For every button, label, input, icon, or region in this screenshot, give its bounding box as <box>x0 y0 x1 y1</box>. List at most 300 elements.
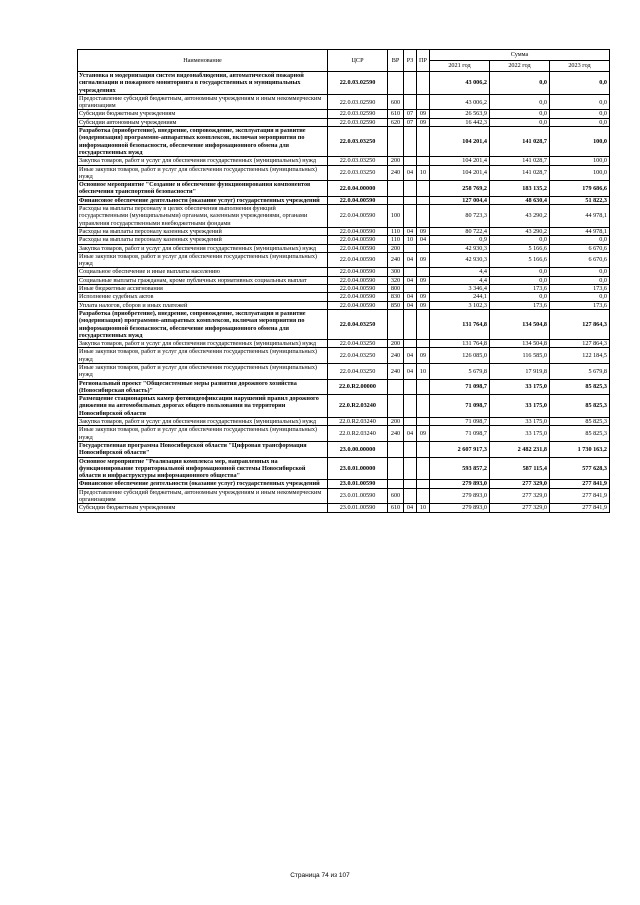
cell-name: Закупка товаров, работ и услуг для обеспечения государственных (муниципальных) нужд <box>78 157 328 165</box>
cell-y1: 3 346,4 <box>430 285 490 293</box>
cell-csr: 23.0.01.00590 <box>328 480 388 488</box>
cell-vr: 240 <box>388 252 404 268</box>
cell-y2: 134 504,8 <box>490 340 550 348</box>
table-row <box>78 127 610 157</box>
table-body <box>78 72 610 513</box>
cell-csr: 22.0.04.00590 <box>328 301 388 309</box>
cell-y1: 71 098,7 <box>430 395 490 418</box>
table-row <box>78 457 610 480</box>
cell-y2: 17 919,8 <box>490 363 550 379</box>
cell-y1: 42 930,3 <box>430 252 490 268</box>
cell-csr: 22.0.04.03250 <box>328 309 388 339</box>
cell-rz <box>404 94 417 110</box>
cell-vr: 320 <box>388 276 404 284</box>
cell-y2: 141 028,7 <box>490 165 550 181</box>
header-year-2022: 2022 год <box>490 61 550 72</box>
cell-y2: 33 175,0 <box>490 395 550 418</box>
cell-name: Расходы на выплаты персоналу в целях обеспечения выполнения функций государственными (муниципальными) органами, казенными учреждениями, органами управления государственными внебюджетными фондами <box>78 205 328 228</box>
cell-pr <box>417 181 430 197</box>
header-vr: ВР <box>388 50 404 72</box>
cell-rz <box>404 127 417 157</box>
cell-csr: 22.0.04.03250 <box>328 363 388 379</box>
cell-name: Социальные выплаты гражданам, кроме публичных нормативных социальных выплат <box>78 276 328 284</box>
cell-csr: 22.0.04.00590 <box>328 227 388 235</box>
cell-rz <box>404 395 417 418</box>
page-footer: Страница 74 из 107 <box>290 872 350 879</box>
cell-vr: 610 <box>388 504 404 512</box>
table-row <box>78 379 610 395</box>
cell-y3: 85 825,3 <box>550 418 610 426</box>
cell-pr: 04 <box>417 236 430 244</box>
table-row <box>78 480 610 488</box>
cell-csr: 22.0.R2.03240 <box>328 395 388 418</box>
cell-rz: 07 <box>404 110 417 118</box>
cell-y2: 277 329,0 <box>490 488 550 504</box>
cell-y3: 85 825,3 <box>550 379 610 395</box>
cell-rz <box>404 457 417 480</box>
cell-csr: 22.0.03.03250 <box>328 157 388 165</box>
cell-pr <box>417 441 430 457</box>
cell-vr <box>388 127 404 157</box>
cell-y3: 5 679,8 <box>550 363 610 379</box>
cell-y3: 127 864,3 <box>550 340 610 348</box>
table-row <box>78 285 610 293</box>
cell-y2: 141 028,7 <box>490 157 550 165</box>
cell-csr: 22.0.R2.00000 <box>328 379 388 395</box>
cell-vr: 830 <box>388 293 404 301</box>
cell-csr: 22.0.03.02590 <box>328 110 388 118</box>
cell-y2: 183 135,2 <box>490 181 550 197</box>
cell-vr: 800 <box>388 285 404 293</box>
cell-rz <box>404 340 417 348</box>
cell-y2: 0,0 <box>490 276 550 284</box>
cell-y3: 0,0 <box>550 110 610 118</box>
cell-rz <box>404 205 417 228</box>
cell-y3: 100,0 <box>550 165 610 181</box>
table-row <box>78 165 610 181</box>
cell-pr: 09 <box>417 276 430 284</box>
cell-name: Региональный проект "Общесистемные меры развития дорожного хозяйства (Новосибирская область)" <box>78 379 328 395</box>
cell-name: Закупка товаров, работ и услуг для обеспечения государственных (муниципальных) нужд <box>78 244 328 252</box>
cell-rz <box>404 72 417 95</box>
cell-y2: 43 290,2 <box>490 227 550 235</box>
cell-y2: 33 175,0 <box>490 379 550 395</box>
cell-rz <box>404 244 417 252</box>
cell-y3: 179 686,6 <box>550 181 610 197</box>
header-sum: Сумма <box>430 50 610 61</box>
cell-pr <box>417 480 430 488</box>
table-row <box>78 301 610 309</box>
cell-pr: 09 <box>417 227 430 235</box>
cell-y3: 0,0 <box>550 118 610 126</box>
cell-y2: 5 166,6 <box>490 252 550 268</box>
cell-y3: 51 822,3 <box>550 196 610 204</box>
cell-name: Субсидии автономным учреждениям <box>78 118 328 126</box>
cell-y1: 258 769,2 <box>430 181 490 197</box>
cell-csr: 22.0.04.00590 <box>328 196 388 204</box>
table-row <box>78 118 610 126</box>
cell-csr: 22.0.04.00590 <box>328 293 388 301</box>
cell-csr: 23.0.00.00000 <box>328 441 388 457</box>
cell-vr: 850 <box>388 301 404 309</box>
cell-rz: 04 <box>404 363 417 379</box>
cell-rz <box>404 441 417 457</box>
cell-rz <box>404 309 417 339</box>
cell-rz: 04 <box>404 227 417 235</box>
cell-y1: 26 563,9 <box>430 110 490 118</box>
cell-vr <box>388 395 404 418</box>
cell-y3: 1 730 163,2 <box>550 441 610 457</box>
cell-name: Расходы на выплаты персоналу казенных учреждений <box>78 227 328 235</box>
cell-y2: 0,0 <box>490 110 550 118</box>
cell-pr: 10 <box>417 504 430 512</box>
table-row <box>78 309 610 339</box>
cell-y1: 104 201,4 <box>430 127 490 157</box>
cell-csr: 23.0.01.00590 <box>328 488 388 504</box>
cell-pr <box>417 268 430 276</box>
cell-name: Расходы на выплаты персоналу казенных учреждений <box>78 236 328 244</box>
cell-y1: 16 442,3 <box>430 118 490 126</box>
cell-name: Разработка (приобретение), внедрение, сопровождение, эксплуатация и развитие (модернизация) программно-аппаратных комплексов, включая мероприятия по информационной безопасности, обеспечение информационного обмена для государственных нужд <box>78 309 328 339</box>
cell-pr: 09 <box>417 426 430 442</box>
table-row <box>78 488 610 504</box>
table-row <box>78 363 610 379</box>
cell-csr: 22.0.04.00590 <box>328 236 388 244</box>
cell-y3: 0,0 <box>550 276 610 284</box>
table-row <box>78 157 610 165</box>
cell-rz <box>404 379 417 395</box>
cell-y1: 131 764,8 <box>430 309 490 339</box>
cell-y1: 4,4 <box>430 268 490 276</box>
cell-y1: 80 722,4 <box>430 227 490 235</box>
cell-rz: 07 <box>404 118 417 126</box>
cell-vr: 100 <box>388 205 404 228</box>
cell-vr <box>388 457 404 480</box>
cell-pr <box>417 457 430 480</box>
cell-pr <box>417 488 430 504</box>
cell-csr: 23.0.01.00590 <box>328 504 388 512</box>
cell-y1: 0,9 <box>430 236 490 244</box>
table-row <box>78 244 610 252</box>
cell-y2: 0,0 <box>490 94 550 110</box>
cell-vr <box>388 196 404 204</box>
cell-rz <box>404 285 417 293</box>
cell-vr: 110 <box>388 227 404 235</box>
cell-y3: 85 825,3 <box>550 426 610 442</box>
cell-name: Основное мероприятие "Создание и обеспечение функционирования компонентов обеспечения транспортной безопасности" <box>78 181 328 197</box>
cell-y1: 279 893,0 <box>430 504 490 512</box>
table-row <box>78 227 610 235</box>
cell-y1: 80 723,3 <box>430 205 490 228</box>
cell-pr <box>417 94 430 110</box>
cell-y1: 104 201,4 <box>430 157 490 165</box>
cell-y3: 577 628,3 <box>550 457 610 480</box>
cell-pr: 09 <box>417 118 430 126</box>
cell-y2: 2 482 231,8 <box>490 441 550 457</box>
cell-y2: 33 175,0 <box>490 426 550 442</box>
cell-y3: 0,0 <box>550 268 610 276</box>
table-row <box>78 252 610 268</box>
cell-name: Иные бюджетные ассигнования <box>78 285 328 293</box>
cell-y3: 85 825,3 <box>550 395 610 418</box>
cell-y2: 0,0 <box>490 268 550 276</box>
cell-rz <box>404 196 417 204</box>
budget-table-container <box>77 49 609 513</box>
cell-y3: 0,0 <box>550 293 610 301</box>
table-row <box>78 72 610 95</box>
cell-name: Финансовое обеспечение деятельности (оказание услуг) государственных учреждений <box>78 196 328 204</box>
cell-name: Иные закупки товаров, работ и услуг для обеспечения государственных (муниципальных) нужд <box>78 348 328 364</box>
cell-y1: 244,1 <box>430 293 490 301</box>
cell-y1: 5 679,8 <box>430 363 490 379</box>
cell-csr: 22.0.04.00590 <box>328 244 388 252</box>
cell-name: Предоставление субсидий бюджетным, автономным учреждениям и иным некоммерческим организациям <box>78 488 328 504</box>
cell-name: Финансовое обеспечение деятельности (оказание услуг) государственных учреждений <box>78 480 328 488</box>
cell-y1: 71 098,7 <box>430 426 490 442</box>
cell-pr <box>417 309 430 339</box>
table-row <box>78 348 610 364</box>
cell-y3: 127 864,3 <box>550 309 610 339</box>
cell-csr: 22.0.03.02590 <box>328 72 388 95</box>
header-name: Наименование <box>78 50 328 72</box>
cell-name: Уплата налогов, сборов и иных платежей <box>78 301 328 309</box>
cell-pr <box>417 244 430 252</box>
cell-rz: 04 <box>404 276 417 284</box>
table-row <box>78 205 610 228</box>
cell-pr: 09 <box>417 348 430 364</box>
cell-y1: 43 006,2 <box>430 72 490 95</box>
cell-pr: 10 <box>417 165 430 181</box>
cell-y3: 0,0 <box>550 94 610 110</box>
cell-y1: 104 201,4 <box>430 165 490 181</box>
cell-name: Закупка товаров, работ и услуг для обеспечения государственных (муниципальных) нужд <box>78 340 328 348</box>
cell-name: Основное мероприятие "Реализация комплекса мер, направленных на функционирование территориальной информационной системы Новосибирской области и инфраструктуры информационного общества" <box>78 457 328 480</box>
table-row <box>78 426 610 442</box>
cell-vr: 240 <box>388 426 404 442</box>
cell-pr: 09 <box>417 293 430 301</box>
cell-vr: 300 <box>388 268 404 276</box>
table-row <box>78 236 610 244</box>
cell-y1: 127 004,4 <box>430 196 490 204</box>
cell-pr <box>417 379 430 395</box>
cell-pr: 09 <box>417 252 430 268</box>
cell-pr <box>417 72 430 95</box>
cell-vr: 200 <box>388 418 404 426</box>
cell-name: Предоставление субсидий бюджетным, автономным учреждениям и иным некоммерческим организациям <box>78 94 328 110</box>
cell-rz: 04 <box>404 504 417 512</box>
header-year-2023: 2023 год <box>550 61 610 72</box>
cell-vr: 200 <box>388 157 404 165</box>
cell-pr <box>417 340 430 348</box>
budget-table <box>77 49 610 513</box>
cell-y3: 277 841,9 <box>550 504 610 512</box>
cell-vr: 200 <box>388 244 404 252</box>
cell-y1: 2 607 917,3 <box>430 441 490 457</box>
cell-y1: 126 085,0 <box>430 348 490 364</box>
cell-csr: 22.0.R2.03240 <box>328 426 388 442</box>
cell-y2: 277 329,0 <box>490 504 550 512</box>
cell-rz: 04 <box>404 293 417 301</box>
cell-name: Установка и модернизация систем видеонаблюдения, автоматической пожарной сигнализации и пожарного мониторинга в государственных и муниципальных учреждениях <box>78 72 328 95</box>
cell-vr: 200 <box>388 340 404 348</box>
table-row <box>78 340 610 348</box>
cell-y2: 0,0 <box>490 293 550 301</box>
cell-y1: 4,4 <box>430 276 490 284</box>
cell-vr: 240 <box>388 165 404 181</box>
table-row <box>78 110 610 118</box>
cell-y2: 5 166,6 <box>490 244 550 252</box>
cell-rz: 10 <box>404 236 417 244</box>
header-csr: ЦСР <box>328 50 388 72</box>
cell-csr: 22.0.04.00590 <box>328 268 388 276</box>
header-year-2021: 2021 год <box>430 61 490 72</box>
cell-csr: 22.0.03.02590 <box>328 118 388 126</box>
cell-vr: 240 <box>388 363 404 379</box>
cell-rz <box>404 488 417 504</box>
cell-vr <box>388 309 404 339</box>
cell-y3: 277 841,9 <box>550 480 610 488</box>
cell-name: Разработка (приобретение), внедрение, сопровождение, эксплуатация и развитие (модернизация) программно-аппаратных комплексов, включая мероприятия по информационной безопасности, обеспечение информационного обмена для государственных нужд <box>78 127 328 157</box>
cell-y1: 42 930,3 <box>430 244 490 252</box>
cell-y2: 48 630,4 <box>490 196 550 204</box>
cell-name: Иные закупки товаров, работ и услуг для обеспечения государственных (муниципальных) нужд <box>78 252 328 268</box>
cell-y1: 131 764,8 <box>430 340 490 348</box>
table-row <box>78 395 610 418</box>
cell-vr: 620 <box>388 118 404 126</box>
cell-name: Размещение стационарных камер фотовидеофиксации нарушений правил дорожного движения на автомобильных дорогах общего пользования на территории Новосибирской области <box>78 395 328 418</box>
cell-y3: 0,0 <box>550 236 610 244</box>
cell-pr <box>417 395 430 418</box>
cell-y2: 173,6 <box>490 285 550 293</box>
table-row <box>78 441 610 457</box>
cell-csr: 22.0.04.00590 <box>328 252 388 268</box>
table-row <box>78 181 610 197</box>
cell-y2: 33 175,0 <box>490 418 550 426</box>
cell-vr <box>388 441 404 457</box>
cell-pr: 09 <box>417 301 430 309</box>
cell-pr <box>417 157 430 165</box>
cell-y1: 593 857,2 <box>430 457 490 480</box>
cell-vr <box>388 379 404 395</box>
cell-name: Исполнение судебных актов <box>78 293 328 301</box>
table-row <box>78 504 610 512</box>
cell-rz: 04 <box>404 252 417 268</box>
cell-y3: 173,6 <box>550 285 610 293</box>
cell-y1: 71 098,7 <box>430 418 490 426</box>
cell-y1: 279 893,0 <box>430 480 490 488</box>
cell-pr <box>417 285 430 293</box>
cell-y3: 173,6 <box>550 301 610 309</box>
cell-csr: 22.0.03.03250 <box>328 127 388 157</box>
cell-csr: 22.0.03.02590 <box>328 94 388 110</box>
cell-csr: 23.0.01.00000 <box>328 457 388 480</box>
cell-pr: 09 <box>417 110 430 118</box>
cell-y3: 6 670,6 <box>550 244 610 252</box>
cell-y1: 71 098,7 <box>430 379 490 395</box>
header-pr: ПР <box>417 50 430 72</box>
cell-csr: 22.0.R2.03240 <box>328 418 388 426</box>
cell-pr <box>417 196 430 204</box>
cell-y1: 279 893,0 <box>430 488 490 504</box>
cell-csr: 22.0.04.03250 <box>328 340 388 348</box>
cell-name: Субсидии бюджетным учреждениям <box>78 110 328 118</box>
cell-rz <box>404 181 417 197</box>
table-row <box>78 418 610 426</box>
cell-csr: 22.0.04.03250 <box>328 348 388 364</box>
cell-y3: 6 670,6 <box>550 252 610 268</box>
cell-vr: 240 <box>388 348 404 364</box>
cell-vr <box>388 72 404 95</box>
cell-pr <box>417 127 430 157</box>
cell-y3: 0,0 <box>550 72 610 95</box>
cell-rz <box>404 157 417 165</box>
cell-vr: 610 <box>388 110 404 118</box>
cell-y3: 277 841,9 <box>550 488 610 504</box>
cell-csr: 22.0.04.00590 <box>328 205 388 228</box>
cell-rz <box>404 480 417 488</box>
cell-name: Иные закупки товаров, работ и услуг для обеспечения государственных (муниципальных) нужд <box>78 165 328 181</box>
cell-rz <box>404 418 417 426</box>
table-row <box>78 268 610 276</box>
cell-rz: 04 <box>404 165 417 181</box>
cell-vr: 600 <box>388 488 404 504</box>
cell-csr: 22.0.04.00590 <box>328 276 388 284</box>
cell-y3: 122 184,5 <box>550 348 610 364</box>
cell-y2: 141 028,7 <box>490 127 550 157</box>
cell-y3: 100,0 <box>550 127 610 157</box>
cell-y2: 0,0 <box>490 236 550 244</box>
cell-y2: 134 504,8 <box>490 309 550 339</box>
cell-y2: 43 290,2 <box>490 205 550 228</box>
cell-y1: 43 006,2 <box>430 94 490 110</box>
cell-rz: 04 <box>404 301 417 309</box>
cell-csr: 22.0.04.00000 <box>328 181 388 197</box>
cell-pr <box>417 205 430 228</box>
table-row <box>78 196 610 204</box>
cell-pr <box>417 418 430 426</box>
table-row <box>78 293 610 301</box>
cell-y3: 44 978,1 <box>550 205 610 228</box>
cell-vr: 600 <box>388 94 404 110</box>
cell-pr: 10 <box>417 363 430 379</box>
cell-name: Иные закупки товаров, работ и услуг для обеспечения государственных (муниципальных) нужд <box>78 426 328 442</box>
cell-name: Иные закупки товаров, работ и услуг для обеспечения государственных (муниципальных) нужд <box>78 363 328 379</box>
cell-y2: 277 329,0 <box>490 480 550 488</box>
cell-csr: 22.0.04.00590 <box>328 285 388 293</box>
cell-vr <box>388 181 404 197</box>
cell-rz: 04 <box>404 426 417 442</box>
cell-name: Субсидии бюджетным учреждениям <box>78 504 328 512</box>
cell-y3: 100,0 <box>550 157 610 165</box>
table-row <box>78 94 610 110</box>
cell-csr: 22.0.03.03250 <box>328 165 388 181</box>
cell-y3: 44 978,1 <box>550 227 610 235</box>
cell-y2: 587 115,4 <box>490 457 550 480</box>
cell-vr: 110 <box>388 236 404 244</box>
table-row <box>78 276 610 284</box>
cell-name: Закупка товаров, работ и услуг для обеспечения государственных (муниципальных) нужд <box>78 418 328 426</box>
cell-name: Социальное обеспечение и иные выплаты населению <box>78 268 328 276</box>
cell-name: Государственная программа Новосибирской области "Цифровая трансформация Новосибирской области" <box>78 441 328 457</box>
cell-rz: 04 <box>404 348 417 364</box>
cell-y2: 0,0 <box>490 118 550 126</box>
cell-y2: 173,6 <box>490 301 550 309</box>
header-rz: РЗ <box>404 50 417 72</box>
cell-rz <box>404 268 417 276</box>
cell-y2: 0,0 <box>490 72 550 95</box>
cell-y1: 3 102,3 <box>430 301 490 309</box>
cell-vr <box>388 480 404 488</box>
